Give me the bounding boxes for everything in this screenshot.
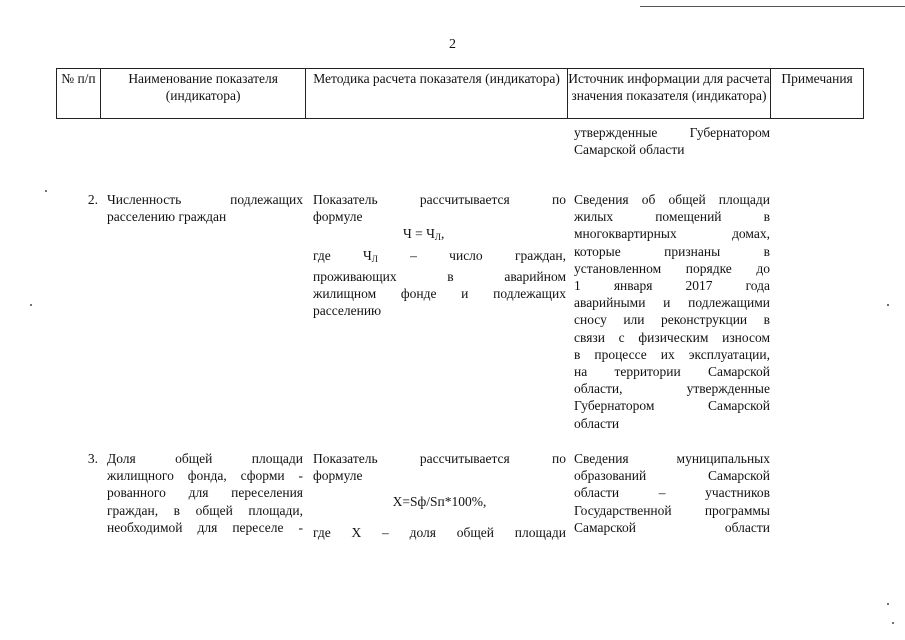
text-line: Доля общей площади <box>107 451 303 466</box>
text-line: Самарской области <box>574 142 685 158</box>
row1-source-continuation <box>574 124 770 158</box>
text-line: расселению <box>313 303 382 319</box>
row3-source <box>574 450 770 536</box>
scan-speck <box>887 603 889 605</box>
top-edge-line <box>640 6 905 7</box>
where-start: где Ч <box>313 247 372 263</box>
text-line: где X – доля общей площади <box>313 524 566 540</box>
row3-number: 3. <box>87 451 98 466</box>
text-line: утвержденные Губернатором <box>574 125 770 140</box>
formula-end: , <box>441 226 445 242</box>
text-line: связи с физическим износом <box>574 329 770 345</box>
text-line: Губернатором Самарской <box>574 398 770 414</box>
scan-speck <box>887 304 889 306</box>
text-line: области <box>574 415 620 431</box>
row2-where-line <box>313 247 566 268</box>
text-line: в процессе их эксплуатации, <box>574 346 770 362</box>
where-rest: – число граждан, <box>377 247 567 263</box>
header-source: Источник информации для расчета значения показателя (индикатора) <box>568 69 772 118</box>
text-line: Сведения об общей площади <box>574 192 770 207</box>
row3-formula: X=Sф/Sп*100%, <box>392 494 487 510</box>
formula-subscript: Л <box>434 232 442 243</box>
text-line: области – участников <box>574 485 770 501</box>
text-line: жилых помещений в <box>574 209 770 225</box>
header-method: Методика расчета показателя (индикатора) <box>306 69 567 118</box>
text-line: установленном порядке до <box>574 260 770 276</box>
text-line: формуле <box>313 468 363 484</box>
text-line: которые признаны в <box>574 243 770 259</box>
formula-main: Ч = Ч <box>403 226 435 242</box>
row2-number: 2. <box>87 192 98 207</box>
scan-speck <box>892 622 894 624</box>
text-line: расселению граждан <box>107 209 227 225</box>
text-line: на территории Самарской <box>574 364 770 380</box>
text-line: Показатель рассчитывается по <box>313 192 566 207</box>
text-line: Численность подлежащих <box>107 192 303 207</box>
text-line: аварийными и подлежащими <box>574 295 770 311</box>
text-line: жилищном фонде и подлежащих <box>313 286 566 302</box>
scan-speck <box>30 304 32 306</box>
header-name: Наименование показателя (индикатора) <box>101 69 306 118</box>
where-subscript: Л <box>371 253 378 264</box>
text-line: рованного для переселения <box>107 485 303 501</box>
text-line: Сведения муниципальных <box>574 451 770 466</box>
text-line: формуле <box>313 209 363 225</box>
text-line: Самарской области <box>574 519 770 535</box>
text-line: проживающих в аварийном <box>313 268 566 284</box>
page-number: 2 <box>449 37 456 52</box>
row2-formula <box>313 225 566 246</box>
text-line: образований Самарской <box>574 468 770 484</box>
text-line: жилищного фонда, сформи - <box>107 468 303 484</box>
text-line: области, утвержденные <box>574 381 770 397</box>
row2-source <box>574 191 770 432</box>
row3-indicator-name <box>107 450 303 536</box>
table-header <box>56 68 864 119</box>
text-line: Показатель рассчитывается по <box>313 451 566 466</box>
row2-indicator-name <box>107 191 303 225</box>
header-note: Примечания <box>781 71 853 86</box>
text-line: граждан, в общей площади, <box>107 502 303 518</box>
row2-method <box>313 191 566 319</box>
row3-method <box>313 450 566 541</box>
text-line: сносу или реконструкции в <box>574 312 770 328</box>
text-line: 1 января 2017 года <box>574 278 770 294</box>
scan-speck <box>45 190 47 192</box>
text-line: Государственной программы <box>574 502 770 518</box>
text-line: многоквартирных домах, <box>574 226 770 242</box>
text-line: необходимой для переселе - <box>107 519 303 535</box>
header-num: № п/п <box>57 69 101 118</box>
